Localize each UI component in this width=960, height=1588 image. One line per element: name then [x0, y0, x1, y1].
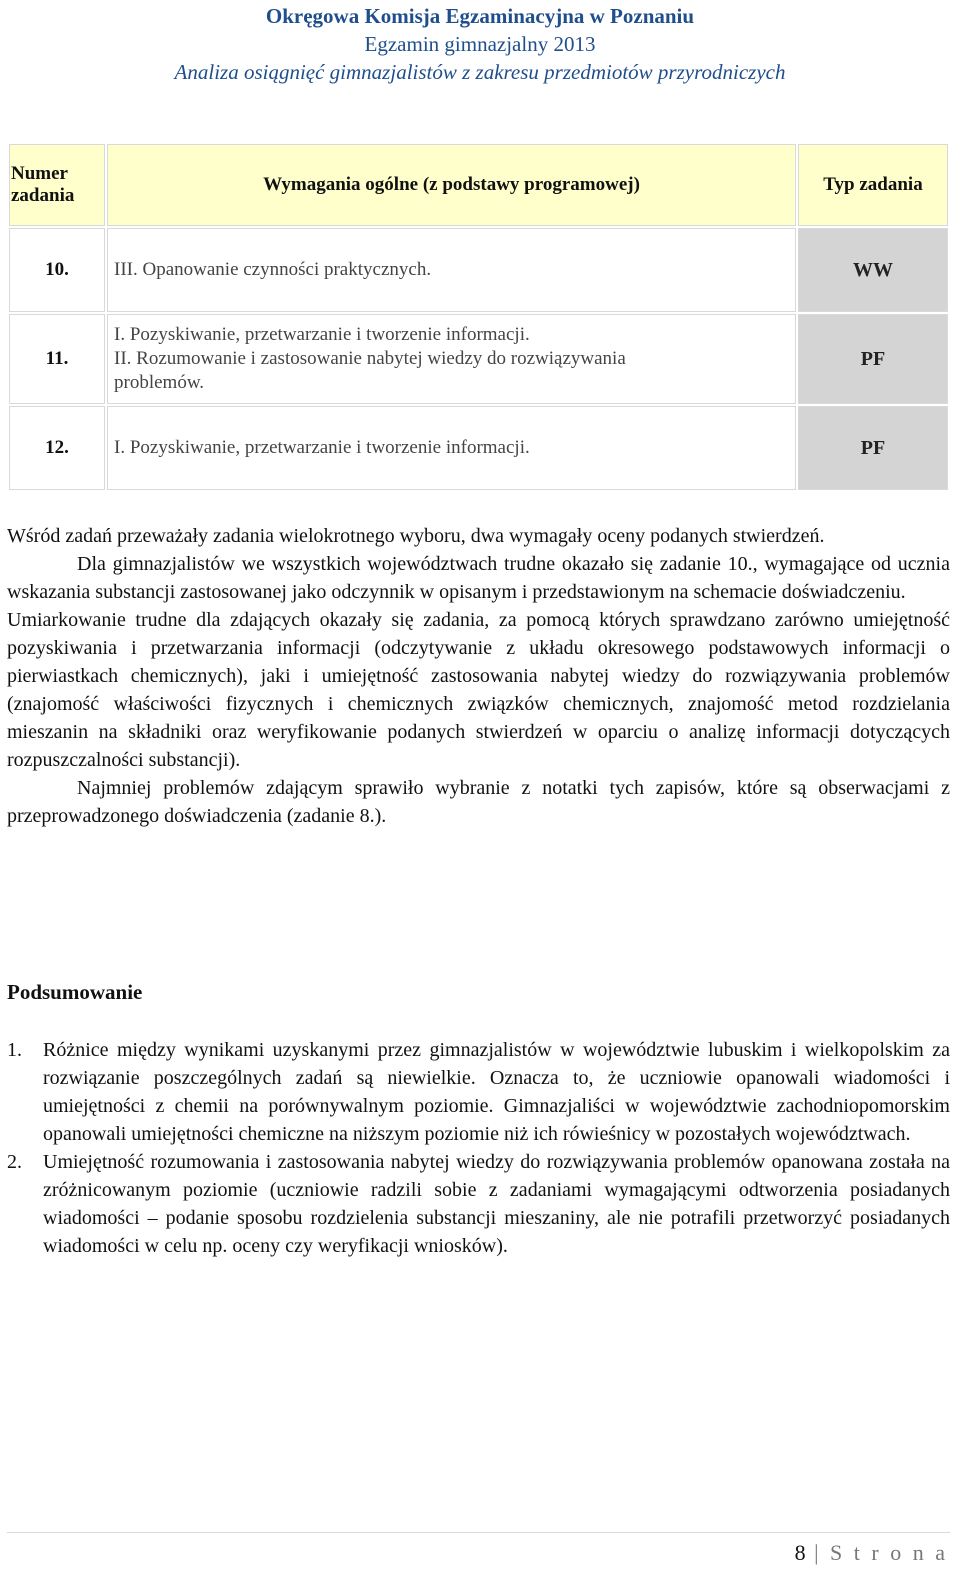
table-header-row — [9, 144, 948, 226]
paragraph: Dla gimnazjalistów we wszystkich województwach trudne okazało się zadanie 10., wymagające od ucznia wskazania substancji zastosowanej jako odczynnik w opisanym i przedstawionym na schemacie doświadczeniu. — [7, 553, 950, 603]
summary-heading: Podsumowanie — [7, 980, 143, 1004]
organization-title: Okręgowa Komisja Egzaminacyjna w Poznaniu — [265, 4, 695, 28]
requirement-line: problemów. — [114, 372, 205, 393]
requirement-line: I. Pozyskiwanie, przetwarzanie i tworzenie informacji. — [114, 324, 530, 345]
table-row — [9, 406, 948, 490]
header-type: Typ zadania — [798, 144, 948, 226]
row-number: 11. — [9, 314, 105, 404]
row-number: 12. — [9, 406, 105, 490]
row-requirements — [107, 228, 796, 312]
paragraph: Najmniej problemów zdającym sprawiło wybranie z notatki tych zapisów, które są obserwacjami z przeprowadzonego doświadczenia (zadanie 8.). — [7, 777, 950, 827]
list-item-text: Umiejętność rozumowania i zastosowania nabytej wiedzy do rozwiązywania problemów opanowana została na zróżnicowanym poziomie (uczniowie radzili sobie z zadaniami wymagającymi odtworzenia posiadanych wiadomości – podanie sposobu rozdzielenia substancji mieszaniny, ale nie potrafili przetworzyć posiadanych wiadomości w celu np. oceny czy weryfikacji wniosków). — [43, 1151, 950, 1257]
footer-label: S t r o n a — [830, 1540, 948, 1565]
analysis-text — [7, 522, 950, 830]
table-row — [9, 228, 948, 312]
page-footer — [795, 1540, 948, 1566]
requirement-line: II. Rozumowanie i zastosowanie nabytej wiedzy do rozwiązywania — [114, 348, 626, 369]
list-item — [7, 1148, 950, 1260]
requirement-line: I. Pozyskiwanie, przetwarzanie i tworzenie informacji. — [114, 437, 530, 458]
summary-list — [7, 1036, 950, 1260]
list-item — [7, 1036, 950, 1148]
header-number: Numer zadania — [9, 144, 105, 226]
list-item-number: 1. — [7, 1039, 22, 1061]
requirements-table — [7, 142, 950, 492]
row-requirements — [107, 406, 796, 490]
page-number: 8 — [794, 1540, 806, 1565]
footer-separator: | — [814, 1540, 822, 1565]
row-requirements — [107, 314, 796, 404]
exam-title: Egzamin gimnazjalny 2013 — [364, 32, 596, 56]
analysis-title: Analiza osiągnięć gimnazjalistów z zakresu przedmiotów przyrodniczych — [174, 60, 786, 84]
table-row — [9, 314, 948, 404]
footer-divider — [7, 1532, 950, 1533]
page-header — [0, 0, 960, 86]
list-item-number: 2. — [7, 1151, 22, 1173]
header-requirements: Wymagania ogólne (z podstawy programowej) — [107, 144, 796, 226]
requirement-line: III. Opanowanie czynności praktycznych. — [114, 259, 432, 280]
paragraph: Wśród zadań przeważały zadania wielokrotnego wyboru, dwa wymagały oceny podanych stwierdzeń. — [7, 525, 825, 547]
row-type: PF — [798, 406, 948, 490]
list-item-text: Różnice między wynikami uzyskanymi przez gimnazjalistów w województwie lubuskim i wielkopolskim za rozwiązanie poszczególnych zadań są niewielkie. Oznacza to, że uczniowie opanowali wiadomości i umiejętności z chemii na porównywalnym poziomie. Gimnazjaliści w województwie zachodniopomorskim opanowali umiejętności chemiczne na niższym poziomie niż ich rówieśnicy w pozostałych województwach. — [43, 1039, 950, 1145]
paragraph: Umiarkowanie trudne dla zdających okazały się zadania, za pomocą których sprawdzano zarówno umiejętność pozyskiwania i przetwarzania informacji (odczytywanie z układu okresowego podstawowych informacji o pierwiastkach chemicznych), jaki i umiejętność zastosowania nabytej wiedzy do rozwiązywania problemów (znajomość właściwości fizycznych i chemicznych związków chemicznych, znajomość metod rozdzielania mieszanin na składniki oraz weryfikowanie podanych stwierdzeń w oparciu o analizę informacji dotyczących rozpuszczalności substancji). — [7, 609, 950, 771]
row-type: WW — [798, 228, 948, 312]
row-type: PF — [798, 314, 948, 404]
row-number: 10. — [9, 228, 105, 312]
